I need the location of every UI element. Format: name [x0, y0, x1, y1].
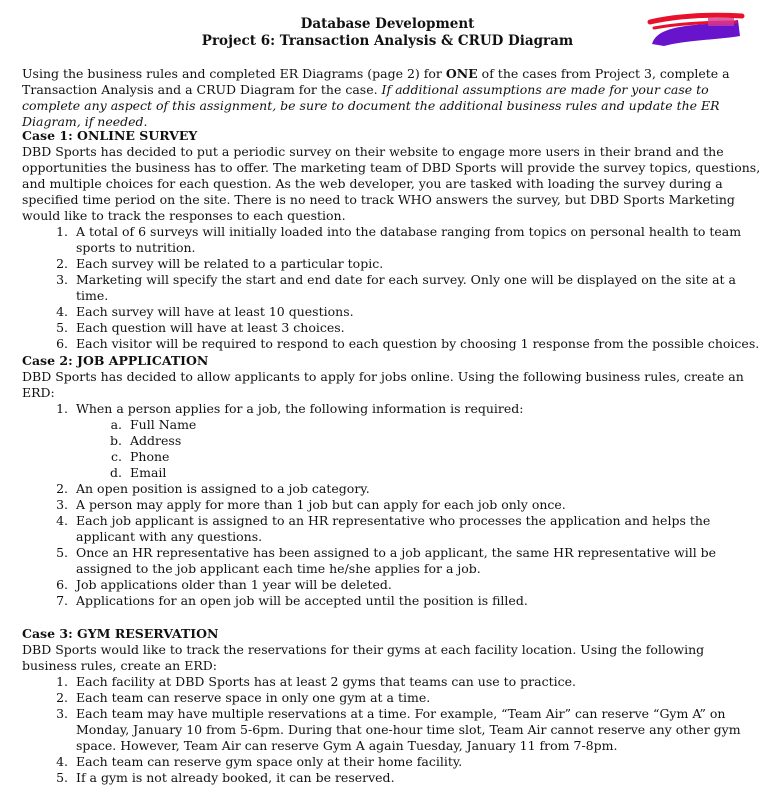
list-item: d. Email: [126, 465, 762, 481]
list-item: 2. Each team can reserve space in only one gym at a time.: [72, 690, 762, 706]
required-info-list: [76, 417, 762, 481]
document-title: Database Development: [300, 16, 475, 32]
business-rules-list: [22, 674, 762, 786]
list-item: 5. Each question will have at least 3 choices.: [72, 320, 762, 336]
list-item: 3. A person may apply for more than 1 job but can apply for each job only once.: [72, 497, 762, 513]
list-item: 4. Each team can reserve gym space only at their home facility.: [72, 754, 762, 770]
case-heading: Case 3: GYM RESERVATION: [22, 626, 219, 641]
list-item: 6. Each visitor will be required to respond to each question by choosing 1 response from the possible choices.: [72, 336, 762, 352]
list-item: 5. If a gym is not already booked, it can be reserved.: [72, 770, 762, 786]
list-item: 4. Each survey will have at least 10 questions.: [72, 304, 762, 320]
case-description: DBD Sports has decided to allow applicants to apply for jobs online. Using the following business rules, create an ERD:: [22, 369, 744, 400]
list-item: 4. Each job applicant is assigned to an HR representative who processes the application and helps the applicant with any questions.: [72, 513, 762, 545]
case-job-application: [22, 353, 762, 609]
list-item: 3. Marketing will specify the start and end date for each survey. Only one will be displayed on the site at a time.: [72, 272, 762, 304]
redaction-scribble: [646, 10, 746, 50]
list-item: 1. When a person applies for a job, the following information is required: a. Full Name b. Address c. Phone d. Email: [72, 401, 762, 481]
intro-paragraph: Using the business rules and completed ER Diagrams (page 2) for ONE of the cases from Project 3, complete a Transaction Analysis and a CRUD Diagram for the case. If additional assumptions are made for your case to complete any aspect of this assignment, be sure to document the additional business rules and update the ER Diagram, if needed.: [22, 66, 730, 129]
case-heading: Case 1: ONLINE SURVEY: [22, 128, 198, 143]
list-item: 2. An open position is assigned to a job category.: [72, 481, 762, 497]
list-item: 7. Applications for an open job will be accepted until the position is filled.: [72, 593, 762, 609]
business-rules-list: [22, 224, 762, 352]
case-online-survey: [22, 128, 762, 352]
list-item: 2. Each survey will be related to a particular topic.: [72, 256, 762, 272]
list-item: b. Address: [126, 433, 762, 449]
list-item: 1. A total of 6 surveys will initially loaded into the database ranging from topics on personal health to team sports to nutrition.: [72, 224, 762, 256]
list-item: 1. Each facility at DBD Sports has at least 2 gyms that teams can use to practice.: [72, 674, 762, 690]
case-heading: Case 2: JOB APPLICATION: [22, 353, 209, 368]
list-item: 5. Once an HR representative has been assigned to a job applicant, the same HR representative will be assigned to the job applicant each time he/she applies for a job.: [72, 545, 762, 577]
case-description: DBD Sports would like to track the reservations for their gyms at each facility location. Using the following business rules, create an ERD:: [22, 642, 705, 673]
list-item: c. Phone: [126, 449, 762, 465]
list-item: a. Full Name: [126, 417, 762, 433]
case-description: DBD Sports has decided to put a periodic survey on their website to engage more users in their brand and the opportunities the business has to offer. The marketing team of DBD Sports will provide the survey topics, questions, and multiple choices for each question. As the web developer, you are tasked with loading the survey during a specified time period on the site. There is no need to track WHO answers the survey, but DBD Sports Marketing would like to track the responses to each question.: [22, 144, 761, 223]
case-gym-reservation: [22, 626, 762, 786]
list-item: 6. Job applications older than 1 year will be deleted.: [72, 577, 762, 593]
business-rules-list: [22, 401, 762, 609]
document-subtitle: Project 6: Transaction Analysis & CRUD Diagram: [201, 33, 574, 49]
list-item: 3. Each team may have multiple reservations at a time. For example, “Team Air” can reserve “Gym A” on Monday, January 10 from 5-6pm. During that one-hour time slot, Team Air cannot reserve any other gym space. However, Team Air can reserve Gym A again Tuesday, January 11 from 7-8pm.: [72, 706, 762, 754]
